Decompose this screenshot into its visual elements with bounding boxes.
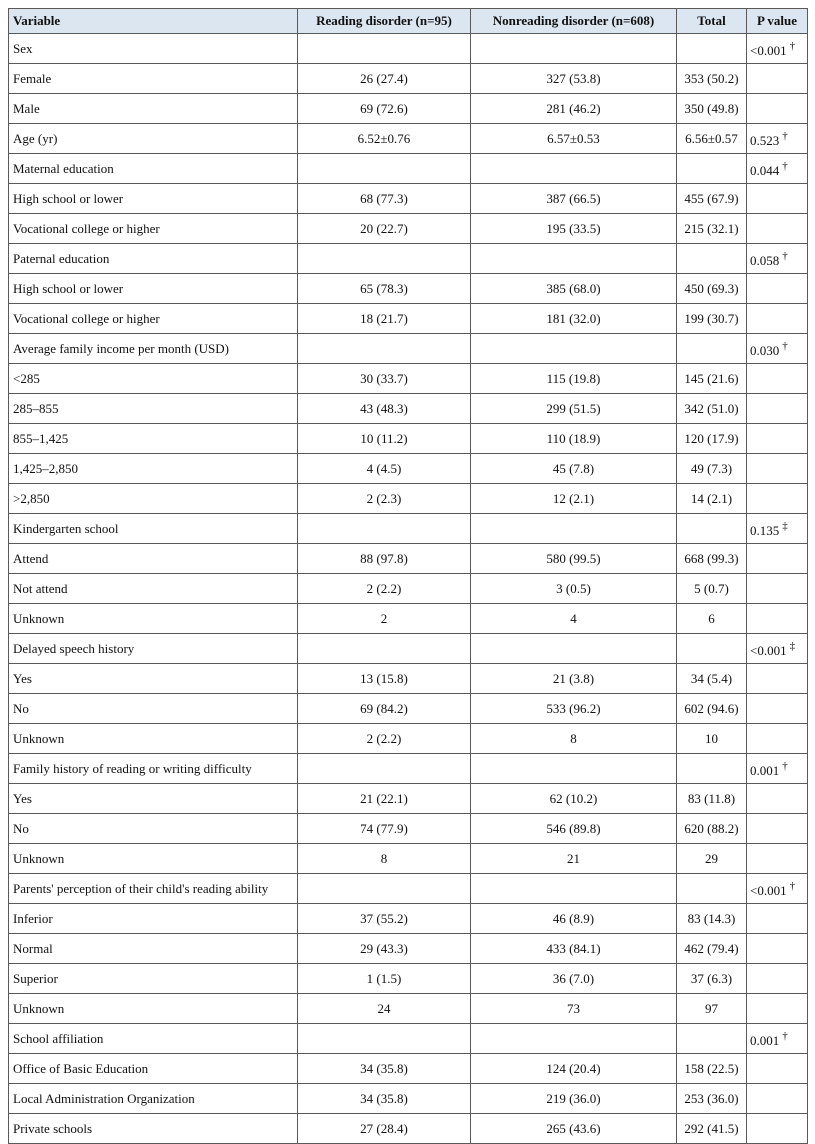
nonreading-disorder-cell: 8	[471, 724, 677, 754]
p-value-cell	[747, 784, 808, 814]
variable-cell: School affiliation	[9, 1024, 298, 1054]
nonreading-disorder-cell: 546 (89.8)	[471, 814, 677, 844]
header-nonreading-disorder: Nonreading disorder (n=608)	[471, 9, 677, 34]
nonreading-disorder-cell: 21	[471, 844, 677, 874]
table-row	[9, 124, 808, 154]
total-cell: 158 (22.5)	[677, 1054, 747, 1084]
nonreading-disorder-cell: 21 (3.8)	[471, 664, 677, 694]
variable-cell: <285	[9, 364, 298, 394]
variable-cell: Superior	[9, 964, 298, 994]
p-value-cell	[747, 454, 808, 484]
header-p-value: P value	[747, 9, 808, 34]
reading-disorder-cell: 69 (72.6)	[298, 94, 471, 124]
table-row	[9, 424, 808, 454]
table-row	[9, 754, 808, 784]
reading-disorder-cell	[298, 34, 471, 64]
table-row	[9, 394, 808, 424]
footnote-mark: †	[782, 250, 788, 262]
nonreading-disorder-cell	[471, 154, 677, 184]
nonreading-disorder-cell: 115 (19.8)	[471, 364, 677, 394]
total-cell: 29	[677, 844, 747, 874]
table-row	[9, 784, 808, 814]
total-cell: 34 (5.4)	[677, 664, 747, 694]
reading-disorder-cell: 8	[298, 844, 471, 874]
variable-cell: Parents' perception of their child's reading ability	[9, 874, 298, 904]
p-value-text: 0.001	[750, 763, 780, 778]
nonreading-disorder-cell: 124 (20.4)	[471, 1054, 677, 1084]
total-cell	[677, 634, 747, 664]
p-value-cell	[747, 64, 808, 94]
reading-disorder-cell: 2	[298, 604, 471, 634]
total-cell: 253 (36.0)	[677, 1084, 747, 1114]
reading-disorder-cell: 13 (15.8)	[298, 664, 471, 694]
footnote-mark: †	[782, 160, 788, 172]
nonreading-disorder-cell	[471, 634, 677, 664]
table-row	[9, 1024, 808, 1054]
characteristics-table	[8, 8, 808, 1144]
p-value-cell	[747, 94, 808, 124]
p-value-text: <0.001	[750, 43, 787, 58]
reading-disorder-cell: 34 (35.8)	[298, 1054, 471, 1084]
p-value-text: 0.001	[750, 1033, 780, 1048]
table-row	[9, 454, 808, 484]
variable-cell: Unknown	[9, 994, 298, 1024]
total-cell	[677, 34, 747, 64]
footnote-mark: †	[782, 130, 788, 142]
variable-cell: Sex	[9, 34, 298, 64]
reading-disorder-cell: 4 (4.5)	[298, 454, 471, 484]
p-value-cell	[747, 574, 808, 604]
variable-cell: Inferior	[9, 904, 298, 934]
table-row	[9, 64, 808, 94]
footnote-mark: ‡	[789, 640, 796, 652]
variable-cell: Unknown	[9, 844, 298, 874]
p-value-cell	[747, 724, 808, 754]
total-cell: 49 (7.3)	[677, 454, 747, 484]
header-total: Total	[677, 9, 747, 34]
p-value-cell	[747, 214, 808, 244]
total-cell	[677, 1024, 747, 1054]
p-value-cell	[747, 1114, 808, 1144]
variable-cell: Average family income per month (USD)	[9, 334, 298, 364]
variable-cell: Not attend	[9, 574, 298, 604]
total-cell: 37 (6.3)	[677, 964, 747, 994]
p-value-text: 0.135	[750, 523, 780, 538]
p-value-cell	[747, 184, 808, 214]
nonreading-disorder-cell: 385 (68.0)	[471, 274, 677, 304]
variable-cell: High school or lower	[9, 274, 298, 304]
reading-disorder-cell	[298, 754, 471, 784]
table-row	[9, 94, 808, 124]
nonreading-disorder-cell: 62 (10.2)	[471, 784, 677, 814]
nonreading-disorder-cell: 4	[471, 604, 677, 634]
reading-disorder-cell	[298, 514, 471, 544]
p-value-cell	[747, 604, 808, 634]
footnote-mark: †	[789, 880, 796, 892]
p-value-text: 0.044	[750, 163, 780, 178]
variable-cell: Paternal education	[9, 244, 298, 274]
p-value-cell	[747, 154, 808, 184]
total-cell: 5 (0.7)	[677, 574, 747, 604]
variable-cell: No	[9, 694, 298, 724]
p-value-text: <0.001	[750, 883, 787, 898]
total-cell: 6.56±0.57	[677, 124, 747, 154]
total-cell: 83 (14.3)	[677, 904, 747, 934]
total-cell: 97	[677, 994, 747, 1024]
variable-cell: Male	[9, 94, 298, 124]
reading-disorder-cell: 2 (2.2)	[298, 574, 471, 604]
table-row	[9, 304, 808, 334]
header-variable: Variable	[9, 9, 298, 34]
nonreading-disorder-cell: 265 (43.6)	[471, 1114, 677, 1144]
variable-cell: Female	[9, 64, 298, 94]
variable-cell: Kindergarten school	[9, 514, 298, 544]
variable-cell: >2,850	[9, 484, 298, 514]
p-value-cell	[747, 124, 808, 154]
reading-disorder-cell: 88 (97.8)	[298, 544, 471, 574]
p-value-text: 0.030	[750, 343, 780, 358]
p-value-cell	[747, 814, 808, 844]
table-row	[9, 994, 808, 1024]
p-value-cell	[747, 334, 808, 364]
p-value-cell	[747, 874, 808, 904]
p-value-cell	[747, 1054, 808, 1084]
total-cell: 14 (2.1)	[677, 484, 747, 514]
reading-disorder-cell	[298, 634, 471, 664]
total-cell	[677, 244, 747, 274]
table-row	[9, 604, 808, 634]
nonreading-disorder-cell	[471, 244, 677, 274]
total-cell: 199 (30.7)	[677, 304, 747, 334]
variable-cell: Vocational college or higher	[9, 214, 298, 244]
nonreading-disorder-cell: 533 (96.2)	[471, 694, 677, 724]
total-cell: 620 (88.2)	[677, 814, 747, 844]
table-row	[9, 484, 808, 514]
total-cell: 455 (67.9)	[677, 184, 747, 214]
table-row	[9, 334, 808, 364]
table-body	[9, 34, 808, 1144]
reading-disorder-cell: 18 (21.7)	[298, 304, 471, 334]
table-row	[9, 274, 808, 304]
total-cell: 342 (51.0)	[677, 394, 747, 424]
table-row	[9, 844, 808, 874]
reading-disorder-cell: 20 (22.7)	[298, 214, 471, 244]
reading-disorder-cell: 69 (84.2)	[298, 694, 471, 724]
total-cell: 145 (21.6)	[677, 364, 747, 394]
total-cell: 83 (11.8)	[677, 784, 747, 814]
nonreading-disorder-cell	[471, 874, 677, 904]
table-row	[9, 724, 808, 754]
variable-cell: Delayed speech history	[9, 634, 298, 664]
total-cell	[677, 334, 747, 364]
p-value-cell	[747, 964, 808, 994]
table-row	[9, 664, 808, 694]
variable-cell: Private schools	[9, 1114, 298, 1144]
variable-cell: Local Administration Organization	[9, 1084, 298, 1114]
p-value-cell	[747, 244, 808, 274]
footnote-mark: †	[782, 340, 788, 352]
p-value-cell	[747, 634, 808, 664]
total-cell: 215 (32.1)	[677, 214, 747, 244]
table-row	[9, 874, 808, 904]
nonreading-disorder-cell	[471, 334, 677, 364]
reading-disorder-cell: 74 (77.9)	[298, 814, 471, 844]
reading-disorder-cell: 2 (2.3)	[298, 484, 471, 514]
variable-cell: High school or lower	[9, 184, 298, 214]
reading-disorder-cell: 43 (48.3)	[298, 394, 471, 424]
total-cell: 350 (49.8)	[677, 94, 747, 124]
table-row	[9, 514, 808, 544]
nonreading-disorder-cell	[471, 34, 677, 64]
total-cell	[677, 154, 747, 184]
p-value-cell	[747, 844, 808, 874]
p-value-cell	[747, 664, 808, 694]
table-row	[9, 814, 808, 844]
footnote-mark: †	[782, 760, 788, 772]
total-cell	[677, 754, 747, 784]
reading-disorder-cell	[298, 1024, 471, 1054]
p-value-cell	[747, 274, 808, 304]
p-value-cell	[747, 514, 808, 544]
table-row	[9, 964, 808, 994]
variable-cell: Yes	[9, 784, 298, 814]
reading-disorder-cell: 27 (28.4)	[298, 1114, 471, 1144]
reading-disorder-cell: 1 (1.5)	[298, 964, 471, 994]
reading-disorder-cell: 29 (43.3)	[298, 934, 471, 964]
footnote-mark: †	[789, 40, 796, 52]
reading-disorder-cell: 24	[298, 994, 471, 1024]
variable-cell: Maternal education	[9, 154, 298, 184]
nonreading-disorder-cell: 580 (99.5)	[471, 544, 677, 574]
reading-disorder-cell: 65 (78.3)	[298, 274, 471, 304]
total-cell: 10	[677, 724, 747, 754]
reading-disorder-cell: 2 (2.2)	[298, 724, 471, 754]
table-row	[9, 934, 808, 964]
nonreading-disorder-cell: 73	[471, 994, 677, 1024]
reading-disorder-cell: 10 (11.2)	[298, 424, 471, 454]
p-value-cell	[747, 1084, 808, 1114]
total-cell	[677, 514, 747, 544]
nonreading-disorder-cell: 219 (36.0)	[471, 1084, 677, 1114]
nonreading-disorder-cell: 299 (51.5)	[471, 394, 677, 424]
header-reading-disorder: Reading disorder (n=95)	[298, 9, 471, 34]
p-value-cell	[747, 364, 808, 394]
variable-cell: Office of Basic Education	[9, 1054, 298, 1084]
nonreading-disorder-cell: 36 (7.0)	[471, 964, 677, 994]
nonreading-disorder-cell: 195 (33.5)	[471, 214, 677, 244]
table-row	[9, 364, 808, 394]
variable-cell: 855–1,425	[9, 424, 298, 454]
total-cell: 668 (99.3)	[677, 544, 747, 574]
reading-disorder-cell: 68 (77.3)	[298, 184, 471, 214]
p-value-cell	[747, 1024, 808, 1054]
reading-disorder-cell	[298, 154, 471, 184]
reading-disorder-cell	[298, 334, 471, 364]
variable-cell: Unknown	[9, 604, 298, 634]
p-value-cell	[747, 934, 808, 964]
total-cell: 450 (69.3)	[677, 274, 747, 304]
footnote-mark: †	[782, 1030, 788, 1042]
variable-cell: Age (yr)	[9, 124, 298, 154]
nonreading-disorder-cell: 45 (7.8)	[471, 454, 677, 484]
variable-cell: Normal	[9, 934, 298, 964]
nonreading-disorder-cell	[471, 1024, 677, 1054]
reading-disorder-cell: 21 (22.1)	[298, 784, 471, 814]
p-value-cell	[747, 484, 808, 514]
reading-disorder-cell: 30 (33.7)	[298, 364, 471, 394]
p-value-cell	[747, 904, 808, 934]
variable-cell: Yes	[9, 664, 298, 694]
reading-disorder-cell: 26 (27.4)	[298, 64, 471, 94]
nonreading-disorder-cell: 281 (46.2)	[471, 94, 677, 124]
p-value-text: 0.523	[750, 133, 780, 148]
p-value-cell	[747, 754, 808, 784]
variable-cell: Family history of reading or writing difficulty	[9, 754, 298, 784]
nonreading-disorder-cell: 6.57±0.53	[471, 124, 677, 154]
nonreading-disorder-cell: 387 (66.5)	[471, 184, 677, 214]
table-row	[9, 214, 808, 244]
p-value-cell	[747, 304, 808, 334]
p-value-cell	[747, 424, 808, 454]
total-cell: 120 (17.9)	[677, 424, 747, 454]
reading-disorder-cell: 34 (35.8)	[298, 1084, 471, 1114]
nonreading-disorder-cell: 12 (2.1)	[471, 484, 677, 514]
total-cell: 462 (79.4)	[677, 934, 747, 964]
table-row	[9, 574, 808, 604]
total-cell: 292 (41.5)	[677, 1114, 747, 1144]
table-row	[9, 184, 808, 214]
table-row	[9, 904, 808, 934]
nonreading-disorder-cell	[471, 514, 677, 544]
variable-cell: 285–855	[9, 394, 298, 424]
p-value-cell	[747, 994, 808, 1024]
footnote-mark: ‡	[782, 520, 788, 532]
p-value-text: <0.001	[750, 643, 787, 658]
reading-disorder-cell: 37 (55.2)	[298, 904, 471, 934]
variable-cell: No	[9, 814, 298, 844]
table-row	[9, 244, 808, 274]
total-cell: 353 (50.2)	[677, 64, 747, 94]
header-row	[9, 9, 808, 34]
table-row	[9, 544, 808, 574]
nonreading-disorder-cell: 433 (84.1)	[471, 934, 677, 964]
nonreading-disorder-cell: 327 (53.8)	[471, 64, 677, 94]
table-row	[9, 1084, 808, 1114]
total-cell: 6	[677, 604, 747, 634]
table-row	[9, 1054, 808, 1084]
total-cell: 602 (94.6)	[677, 694, 747, 724]
variable-cell: Unknown	[9, 724, 298, 754]
variable-cell: 1,425–2,850	[9, 454, 298, 484]
table-row	[9, 634, 808, 664]
table-row	[9, 34, 808, 64]
reading-disorder-cell	[298, 244, 471, 274]
nonreading-disorder-cell: 181 (32.0)	[471, 304, 677, 334]
nonreading-disorder-cell: 3 (0.5)	[471, 574, 677, 604]
variable-cell: Vocational college or higher	[9, 304, 298, 334]
nonreading-disorder-cell: 46 (8.9)	[471, 904, 677, 934]
table-row	[9, 1114, 808, 1144]
p-value-text: 0.058	[750, 253, 780, 268]
nonreading-disorder-cell: 110 (18.9)	[471, 424, 677, 454]
variable-cell: Attend	[9, 544, 298, 574]
reading-disorder-cell: 6.52±0.76	[298, 124, 471, 154]
p-value-cell	[747, 694, 808, 724]
p-value-cell	[747, 34, 808, 64]
nonreading-disorder-cell	[471, 754, 677, 784]
p-value-cell	[747, 544, 808, 574]
table-row	[9, 694, 808, 724]
reading-disorder-cell	[298, 874, 471, 904]
total-cell	[677, 874, 747, 904]
p-value-cell	[747, 394, 808, 424]
table-row	[9, 154, 808, 184]
